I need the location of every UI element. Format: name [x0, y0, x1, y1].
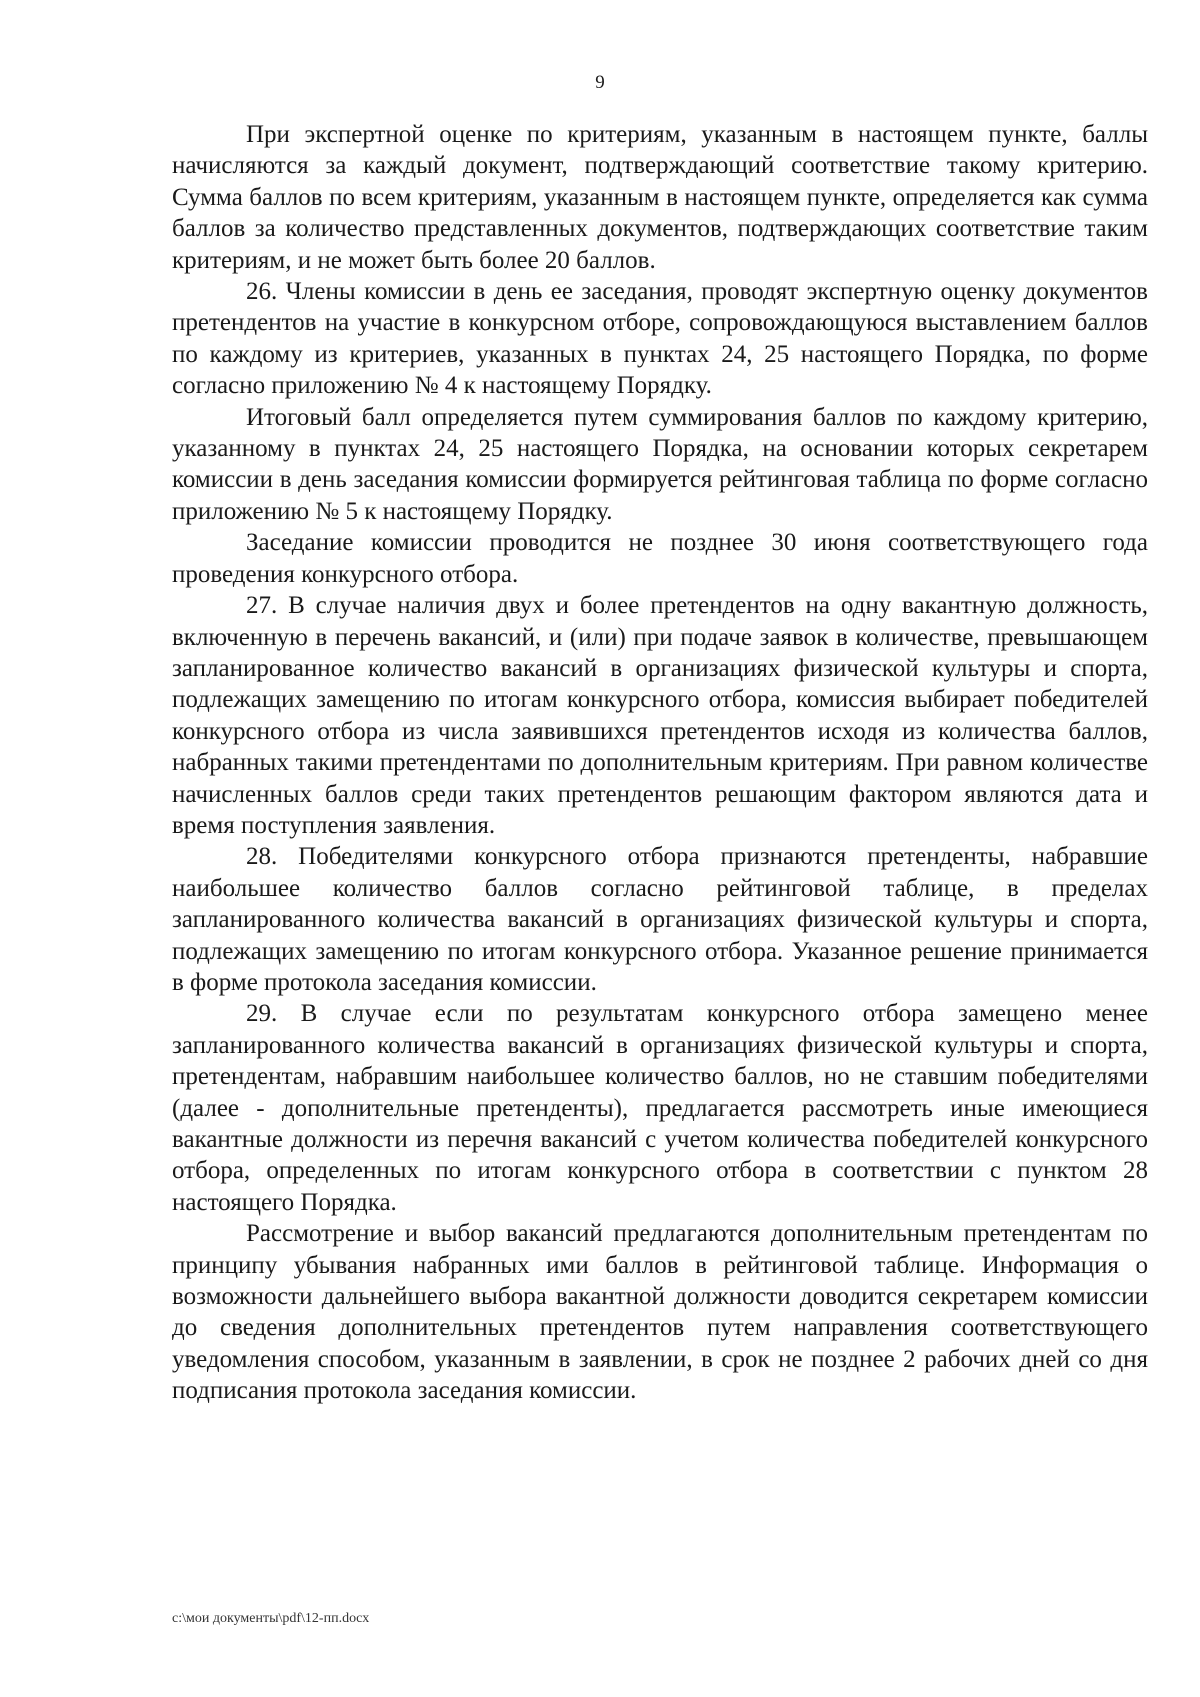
footer-file-path: c:\мои документы\pdf\12-пп.docx — [172, 1611, 370, 1626]
paragraph-clause-29: 29. В случае если по результатам конкурсного отбора замещено менее запланированного количества вакансий в организациях физической культуры и спорта, претендентам, набравшим наибольшее количество баллов, но не ставшим победителями (далее - дополнительные претенденты), предлагается рассмотреть иные имеющиеся вакантные должности из перечня вакансий с учетом количества победителей конкурсного отбора, определенных по итогам конкурсного отбора в соответствии с пунктом 28 настоящего Порядка. — [172, 1000, 1148, 1216]
paragraph-clause-26: 26. Члены комиссии в день ее заседания, проводят экспертную оценку документов претендентов на участие в конкурсном отборе, сопровождающуюся выставлением баллов по каждому из критериев, указанных в пунктах 24, 25 настоящего Порядка, по форме согласно приложению № 4 к настоящему Порядку. — [172, 278, 1148, 400]
paragraph-final-score: Итоговый балл определяется путем суммирования баллов по каждому критерию, указанному в пунктах 24, 25 настоящего Порядка, на основании которых секретарем комиссии в день заседания комиссии формируется рейтинговая таблица по форме согласно приложению № 5 к настоящему Порядку. — [172, 403, 1148, 525]
page-number: 9 — [595, 72, 605, 93]
paragraph-vacancy-selection: Рассмотрение и выбор вакансий предлагаются дополнительным претендентам по принципу убывания набранных ими баллов в рейтинговой таблице. Информация о возможности дальнейшего выбора вакантной должности доводится секретарем комиссии до сведения дополнительных претендентов путем направления соответствующего уведомления способом, указанным в заявлении, в срок не позднее 2 рабочих дней со дня подписания протокола заседания комиссии. — [172, 1220, 1148, 1405]
paragraph-clause-28: 28. Победителями конкурсного отбора признаются претенденты, набравшие наибольшее количество баллов согласно рейтинговой таблице, в пределах запланированного количества вакансий в организациях физической культуры и спорта, подлежащих замещению по итогам конкурсного отбора. Указанное решение принимается в форме протокола заседания комиссии. — [172, 843, 1148, 996]
paragraph-meeting-deadline: Заседание комиссии проводится не позднее 30 июня соответствующего года проведения конкурсного отбора. — [172, 529, 1148, 588]
paragraph-expert-evaluation: При экспертной оценке по критериям, указанным в настоящем пункте, баллы начисляются за каждый документ, подтверждающий соответствие такому критерию. Сумма баллов по всем критериям, указанным в настоящем пункте, определяется как сумма баллов за количество представленных документов, подтверждающих соответствие таким критериям, и не может быть более 20 баллов. — [172, 121, 1148, 274]
paragraph-clause-27: 27. В случае наличия двух и более претендентов на одну вакантную должность, включенную в перечень вакансий, и (или) при подаче заявок в количестве, превышающем запланированное количество вакансий в организациях физической культуры и спорта, подлежащих замещению по итогам конкурсного отбора, комиссия выбирает победителей конкурсного отбора из числа заявившихся претендентов исходя из количества баллов, набранных такими претендентами по дополнительным критериям. При равном количестве начисленных баллов среди таких претендентов решающим фактором являются дата и время поступления заявления. — [172, 592, 1148, 839]
document-body — [172, 119, 1148, 1407]
